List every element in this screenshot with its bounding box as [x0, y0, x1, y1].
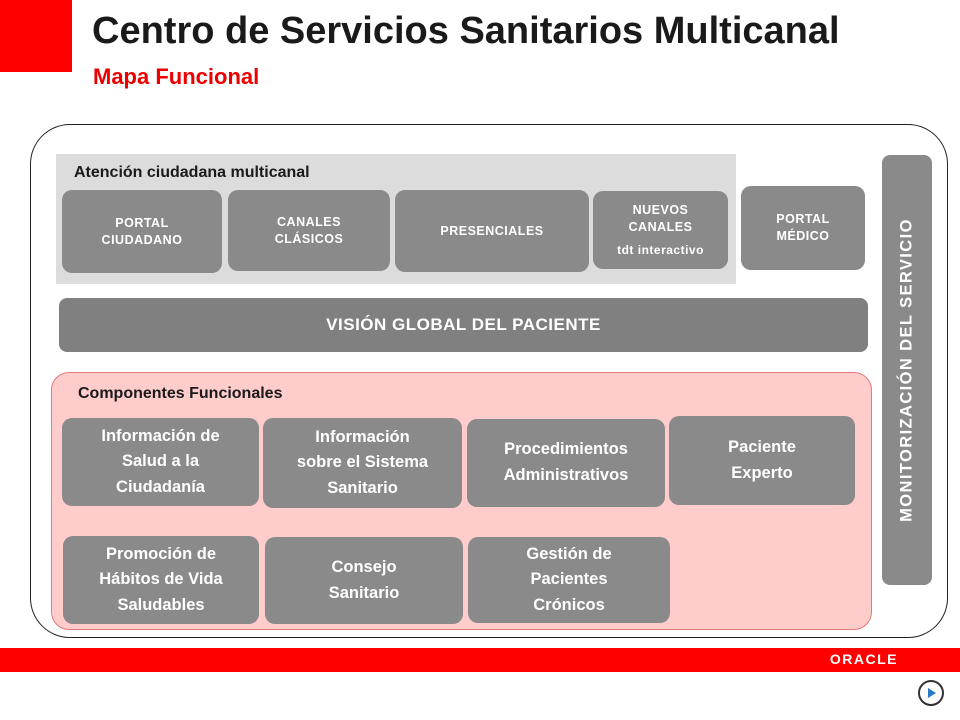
component-line: Sanitario [328, 583, 400, 602]
component-line: Promoción de [105, 544, 216, 563]
channel-portal-ciudadano [62, 190, 222, 273]
portal-medico-line: PORTAL [776, 212, 830, 227]
component-gestion-cronicos [468, 537, 670, 623]
channel-line: PORTAL [115, 215, 169, 230]
channel-line: CANALES [628, 219, 693, 234]
footer-bar [0, 648, 960, 672]
component-line: Información [315, 427, 410, 446]
channel-line: PRESENCIALES [440, 223, 544, 238]
component-informacion-sistema [263, 418, 462, 508]
play-icon[interactable] [918, 680, 944, 706]
vision-global-bar: VISIÓN GLOBAL DEL PACIENTE [59, 298, 868, 352]
oracle-logo: ORACLE [829, 651, 898, 667]
component-line: Información de [101, 426, 220, 445]
component-line: Pacientes [530, 570, 608, 589]
component-line: Ciudadanía [116, 477, 205, 496]
page-title: Centro de Servicios Sanitarios Multicanal [92, 10, 840, 52]
component-informacion-salud [62, 418, 259, 506]
play-icon-glyph [924, 686, 938, 700]
component-line: Consejo [331, 557, 397, 576]
brand-red-square [0, 0, 72, 72]
channels-panel-label: Atención ciudadana multicanal [74, 164, 310, 181]
component-line: Administrativos [503, 466, 629, 484]
channel-line: CIUDADANO [101, 232, 183, 247]
component-line: Procedimientos [504, 440, 628, 459]
component-procedimientos [467, 419, 665, 507]
component-line: Saludables [117, 595, 205, 614]
channel-line: NUEVOS [632, 203, 689, 218]
component-line: Crónicos [533, 595, 605, 614]
component-consejo-sanitario [265, 537, 463, 624]
channel-presenciales [395, 190, 589, 272]
page-subtitle: Mapa Funcional [93, 64, 260, 89]
portal-medico-line: MÉDICO [776, 229, 830, 243]
channel-line: CLÁSICOS [274, 231, 344, 246]
component-promocion-habitos [63, 536, 259, 624]
component-line: sobre el Sistema [296, 453, 429, 472]
component-line: Salud a la [121, 452, 200, 471]
component-line: Paciente [728, 437, 796, 456]
monitorizacion-label: MONITORIZACIÓN DEL SERVICIO [897, 218, 916, 522]
channel-canales-clasicos [228, 190, 390, 271]
component-line: Sanitario [327, 478, 398, 497]
portal-medico-box [741, 186, 865, 270]
channel-subline: tdt interactivo [617, 242, 704, 257]
channel-nuevos-canales [593, 191, 728, 269]
monitorizacion-bar [882, 155, 932, 585]
components-panel-label: Componentes Funcionales [78, 385, 283, 402]
component-paciente-experto [669, 416, 855, 505]
channel-line: CANALES [277, 214, 341, 229]
component-line: Gestión de [526, 544, 612, 563]
component-line: Hábitos de Vida [99, 570, 223, 589]
component-line: Experto [731, 463, 793, 482]
